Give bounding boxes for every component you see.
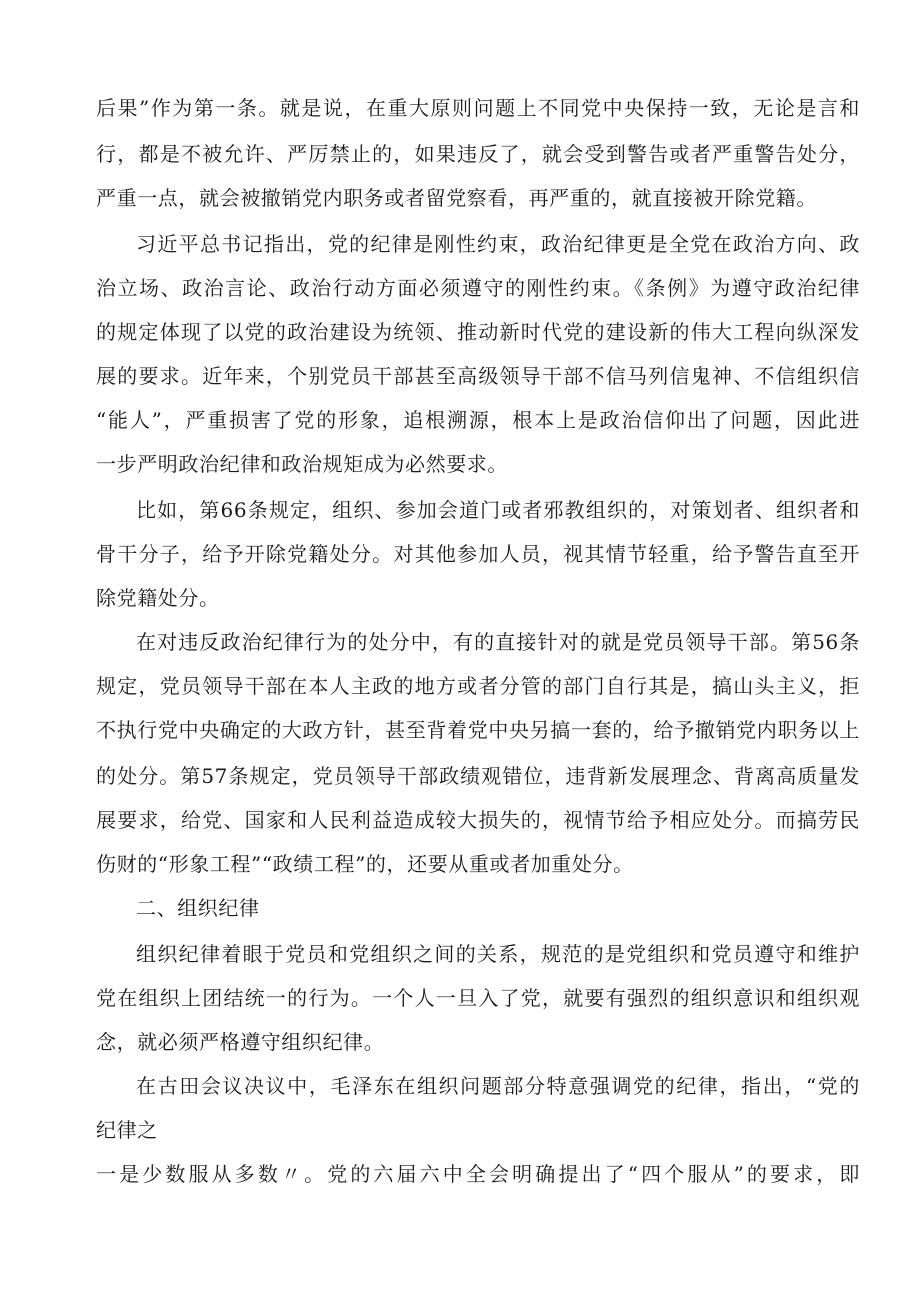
text-line: 展的要求。近年来，个别党员干部甚至高级领导干部不信马列信鬼神、不信组织信 (96, 364, 860, 388)
text-line: 习近平总书记指出，党的纪律是刚性约束，政治纪律更是全党在政治方向、政 (136, 232, 860, 256)
text-line: 规定，党员领导干部在本人主政的地方或者分管的部门自行其是，搞山头主义，拒 (96, 674, 860, 698)
text-line: 除党籍处分。 (96, 586, 220, 610)
text-line: 一是少数服从多数〃。党的六届六中全会明确提出了“四个服从”的要求，即 (96, 1162, 860, 1186)
text-line: 组织纪律着眼于党员和党组织之间的关系，规范的是党组织和党员遵守和维护 (136, 942, 860, 966)
text-line: “能人”，严重损害了党的形象，追根溯源，根本上是政治信仰出了问题，因此进 (96, 408, 860, 432)
text-line: 一步严明政治纪律和政治规矩成为必然要求。 (96, 452, 508, 476)
text-line: 不执行党中央确定的大政方针，甚至背着党中央另搞一套的，给予撤销党内职务以上 (96, 718, 860, 742)
text-line: 的规定体现了以党的政治建设为统领、推动新时代党的建设新的伟大工程向纵深发 (96, 320, 860, 344)
text-line: 展要求，给党、国家和人民利益造成较大损失的，视情节给予相应处分。而搞劳民 (96, 808, 860, 832)
text-line: 在古田会议决议中，毛泽东在组织问题部分特意强调党的纪律，指出，“党的 (136, 1074, 860, 1098)
text-line: 在对违反政治纪律行为的处分中，有的直接针对的就是党员领导干部。第56条 (136, 630, 860, 654)
text-line: 后果”作为第一条。就是说，在重大原则问题上不同党中央保持一致，无论是言和 (96, 96, 860, 120)
text-line: 的处分。第57条规定，党员领导干部政绩观错位，违背新发展理念、背离高质量发 (96, 764, 860, 788)
text-line: 党在组织上团结统一的行为。一个人一旦入了党，就要有强烈的组织意识和组织观 (96, 986, 860, 1010)
text-line: 治立场、政治言论、政治行动方面必须遵守的刚性约束。《条例》为遵守政治纪律 (96, 276, 860, 300)
text-line: 骨干分子，给予开除党籍处分。对其他参加人员，视其情节轻重，给予警告直至开 (96, 542, 860, 566)
text-line: 伤财的“形象工程”“政绩工程”的，还要从重或者加重处分。 (96, 852, 634, 876)
text-line: 念，就必须严格遵守组织纪律。 (96, 1030, 385, 1054)
text-line: 行，都是不被允许、严厉禁止的，如果违反了，就会受到警告或者严重警告处分， (96, 142, 860, 166)
section-heading: 二、组织纪律 (136, 896, 260, 920)
text-line: 比如，第66条规定，组织、参加会道门或者邪教组织的，对策划者、组织者和 (136, 498, 860, 522)
text-line: 严重一点，就会被撤销党内职务或者留党察看，再严重的，就直接被开除党籍。 (96, 186, 817, 210)
text-line: 纪律之 (96, 1118, 158, 1142)
